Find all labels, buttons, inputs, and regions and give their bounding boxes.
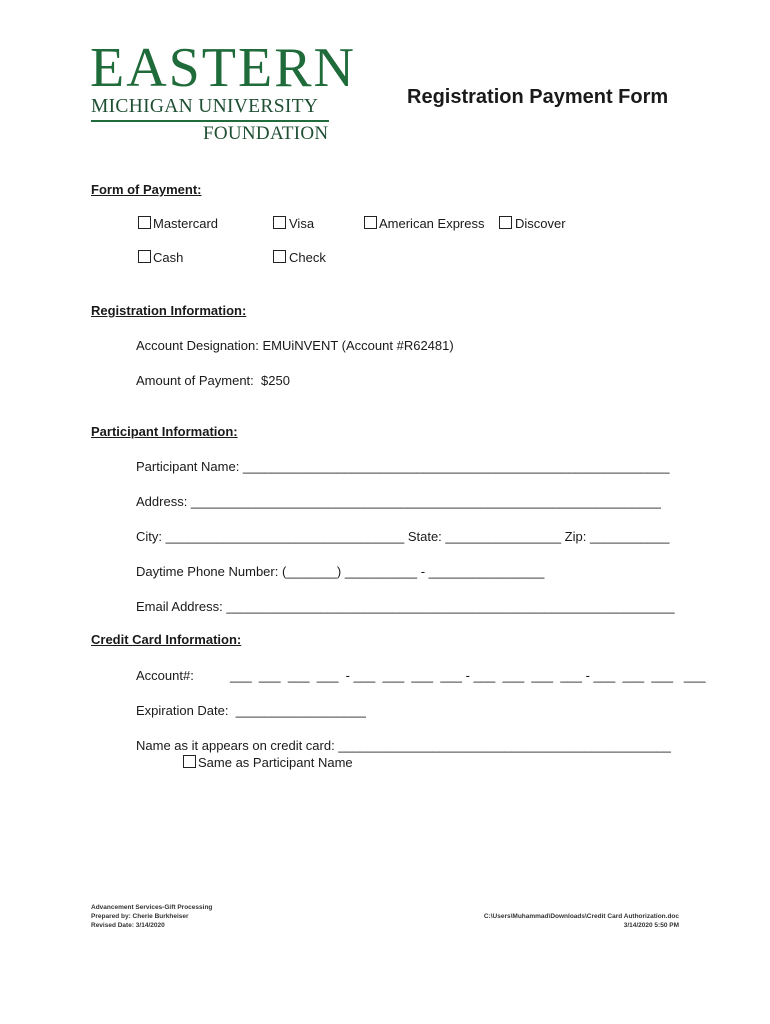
footer-revised-date: Revised Date: 3/14/2020 xyxy=(91,922,165,929)
participant-name-field[interactable]: Participant Name: ___________________________________________________________ xyxy=(136,459,670,474)
account-number-label: Account#: xyxy=(136,668,194,683)
daytime-phone-field[interactable]: Daytime Phone Number: (_______) __________ - ________________ xyxy=(136,564,545,579)
check-checkbox[interactable] xyxy=(273,250,286,263)
city-state-zip-field[interactable]: City: _________________________________ State: ________________ Zip: ___________ xyxy=(136,529,670,544)
amount-of-payment: Amount of Payment: $250 xyxy=(136,373,290,388)
logo-eastern: EASTERN xyxy=(90,37,356,99)
logo-foundation: FOUNDATION xyxy=(203,123,329,144)
same-as-participant-label: Same as Participant Name xyxy=(198,755,353,770)
registration-heading: Registration Information: xyxy=(91,303,247,318)
mastercard-label: Mastercard xyxy=(153,216,219,231)
page-title: Registration Payment Form xyxy=(407,86,669,108)
address-field[interactable]: Address: _________________________________________________________________ xyxy=(136,494,661,509)
footer-prepared-by: Prepared by: Cherie Burkheiser xyxy=(91,913,189,920)
footer-file-path: C:\Users\Muhammad\Downloads\Credit Card Authorization.doc xyxy=(483,913,679,920)
cash-label: Cash xyxy=(153,250,184,265)
logo-divider xyxy=(91,120,329,122)
same-as-participant-checkbox[interactable] xyxy=(183,755,196,768)
american-express-checkbox[interactable] xyxy=(364,216,377,229)
discover-checkbox[interactable] xyxy=(499,216,512,229)
footer-print-timestamp: 3/14/2020 5:50 PM xyxy=(623,922,679,929)
discover-label: Discover xyxy=(515,216,566,231)
check-label: Check xyxy=(289,250,326,265)
mastercard-checkbox[interactable] xyxy=(138,216,151,229)
account-number-field[interactable]: ___ ___ ___ ___ - ___ ___ ___ ___ - ___ ___ ___ ___ - ___ ___ ___ ___ xyxy=(230,668,706,683)
credit-card-heading: Credit Card Information: xyxy=(91,632,242,647)
american-express-label: American Express xyxy=(379,216,485,231)
visa-label: Visa xyxy=(289,216,315,231)
logo-michigan-university: MICHIGAN UNIVERSITY xyxy=(91,96,319,117)
participant-heading: Participant Information: xyxy=(91,424,238,439)
account-designation: Account Designation: EMUiNVENT (Account #R62481) xyxy=(136,338,454,353)
name-on-card-field[interactable]: Name as it appears on credit card: ______________________________________________ xyxy=(136,738,671,753)
expiration-date-field[interactable]: Expiration Date: __________________ xyxy=(136,703,366,718)
footer-department: Advancement Services-Gift Processing xyxy=(91,904,213,911)
visa-checkbox[interactable] xyxy=(273,216,286,229)
cash-checkbox[interactable] xyxy=(138,250,151,263)
form-of-payment-heading: Form of Payment: xyxy=(91,182,202,197)
email-field[interactable]: Email Address: ______________________________________________________________ xyxy=(136,599,675,614)
